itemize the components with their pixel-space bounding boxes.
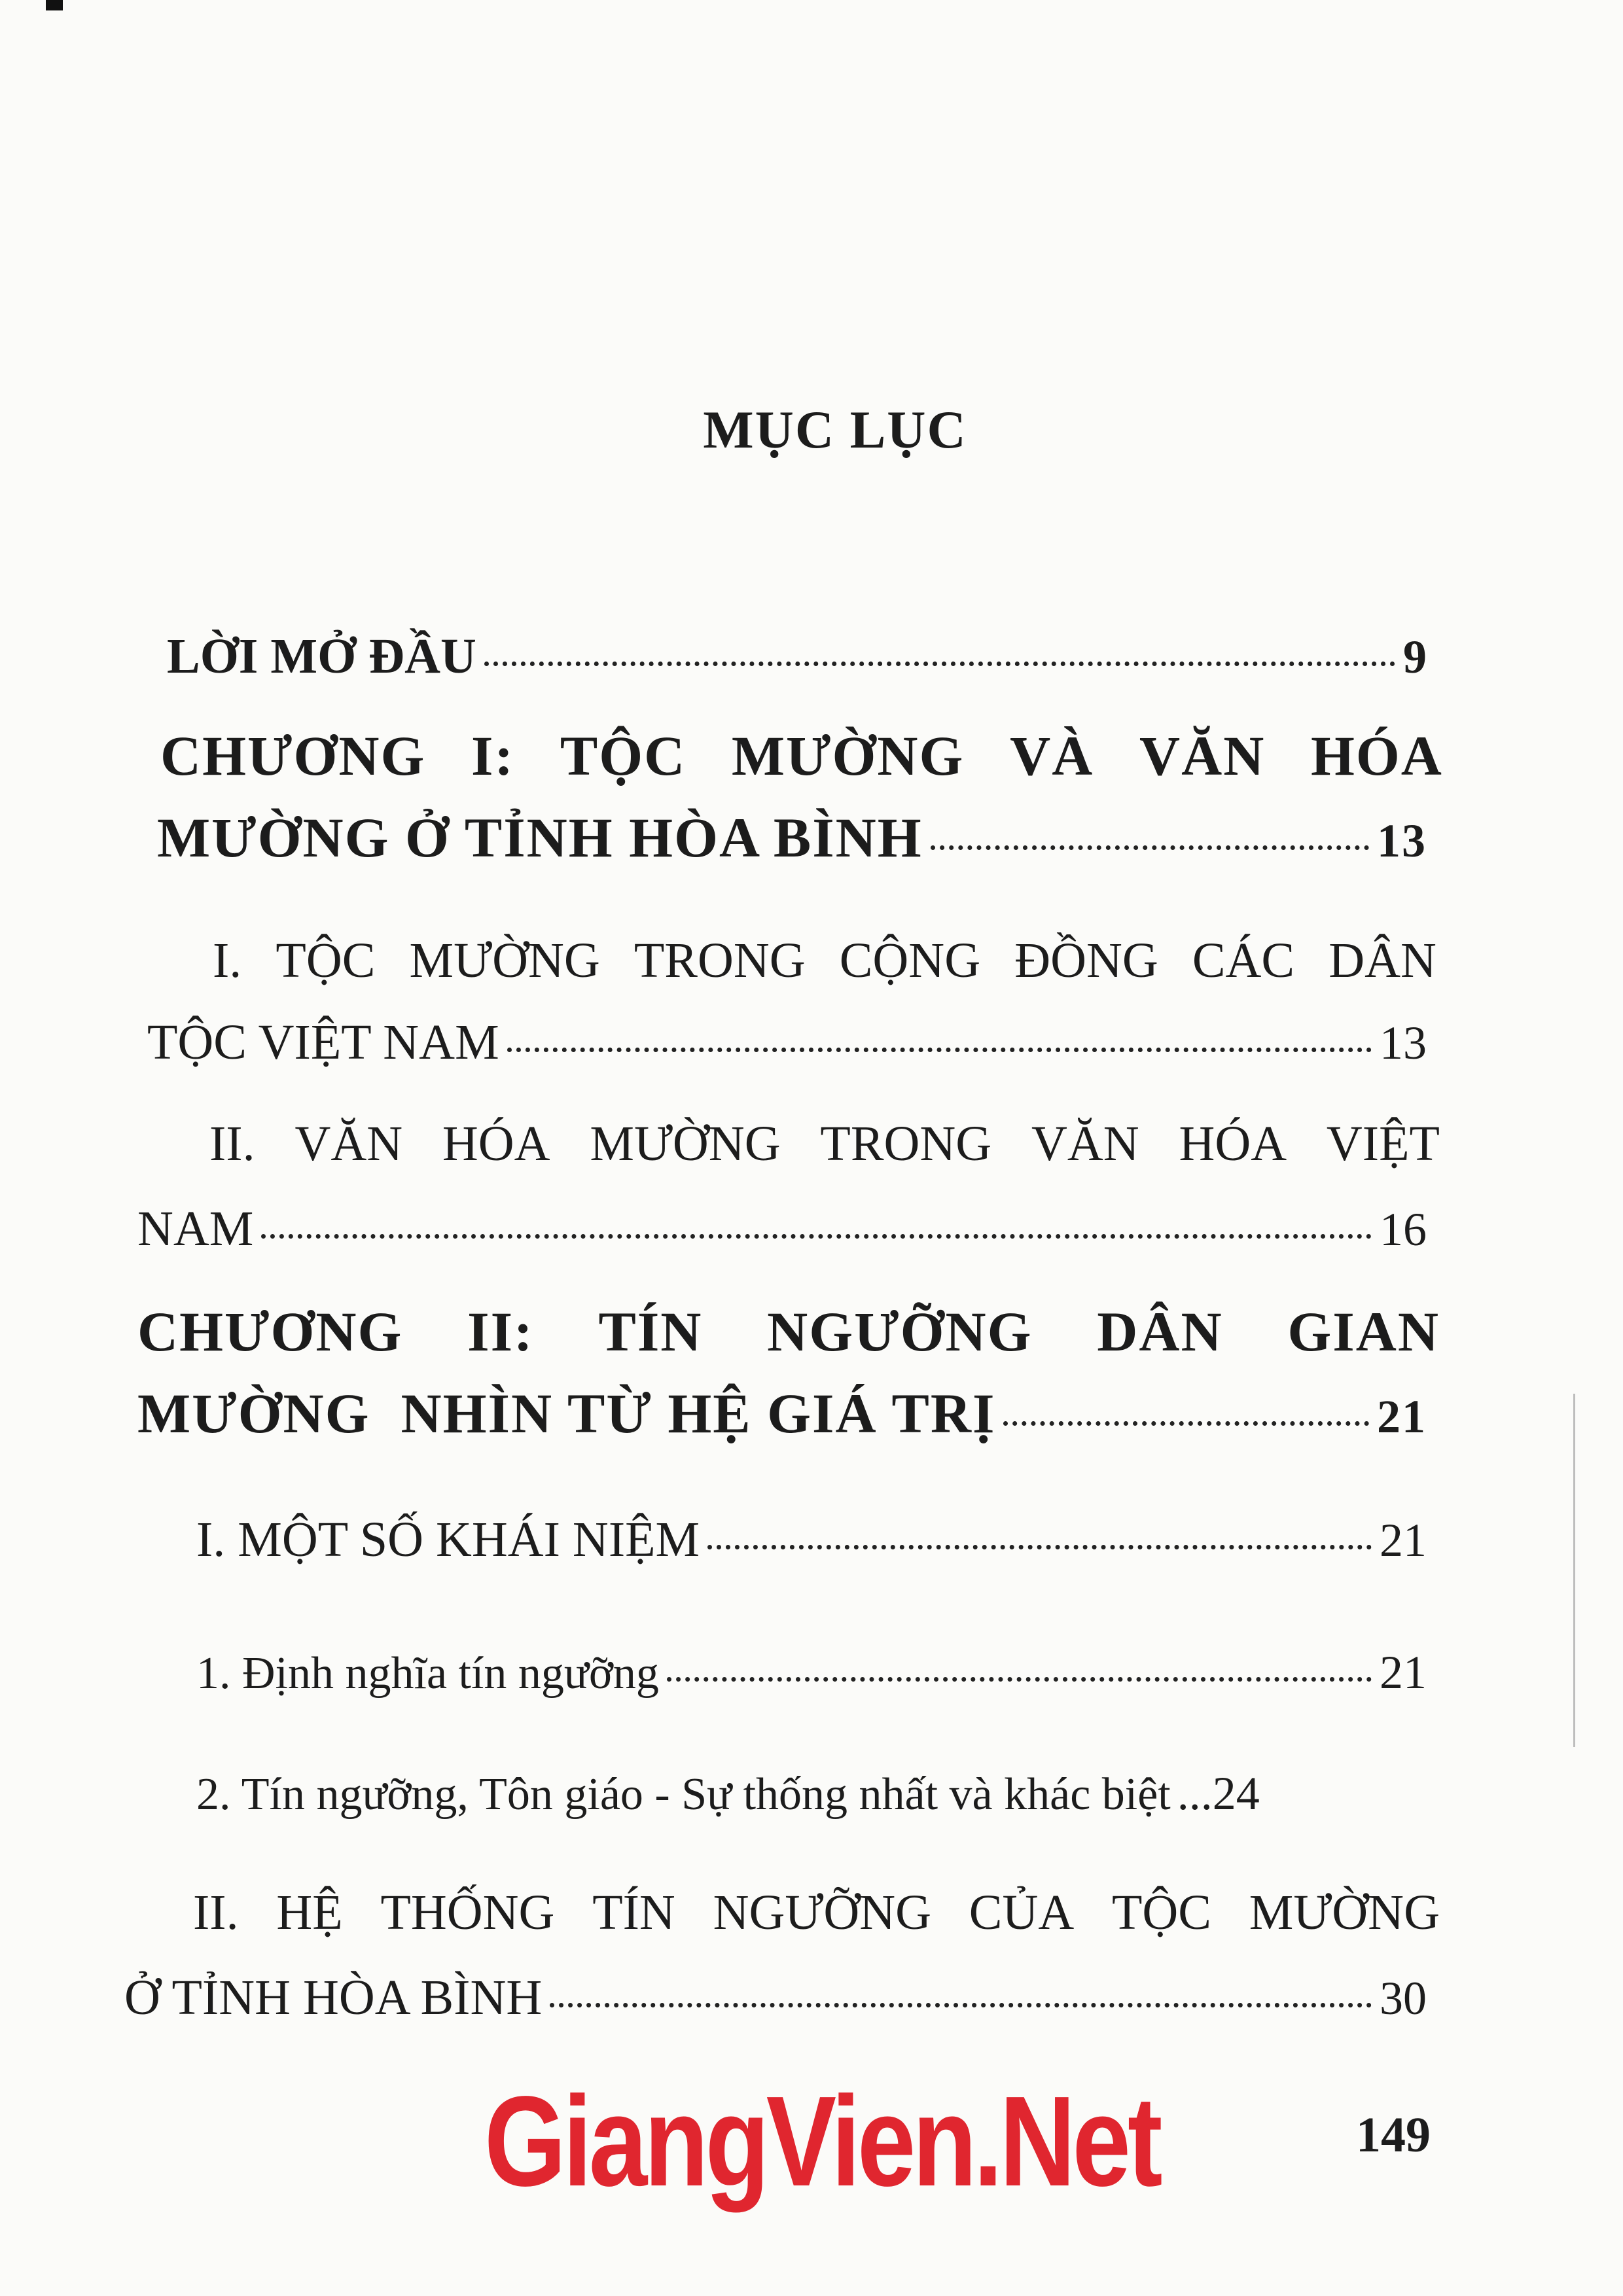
toc-word: CHƯƠNG: [137, 1300, 403, 1363]
toc-word: ĐỒNG: [1014, 933, 1158, 988]
toc-entry-title: LỜI MỞ ĐẦU: [167, 629, 476, 684]
toc-word: CHƯƠNG: [160, 724, 426, 787]
dot-leader: [507, 1048, 1372, 1052]
toc-word: TÍN: [592, 1885, 675, 1940]
toc-word: TRONG: [633, 933, 806, 988]
toc-entry-page: 9: [1403, 631, 1427, 683]
toc-word: MƯỜNG: [1249, 1885, 1440, 1940]
toc-entry-1-line1: [213, 932, 1436, 989]
toc-word: CÁC: [1192, 933, 1295, 988]
dot-leader: [707, 1545, 1372, 1549]
toc-entry-title: TỘC VIỆT NAM: [147, 1015, 499, 1070]
toc-word: II.: [209, 1116, 255, 1171]
toc-word: VIỆT: [1326, 1116, 1440, 1171]
toc-entry-page: 30: [1380, 1972, 1427, 2024]
page-number: 149: [1356, 2108, 1431, 2163]
toc-word: TỘC: [560, 724, 687, 787]
toc-word: TỘC: [1111, 1885, 1211, 1940]
toc-entry-2-line2: [137, 1201, 1427, 1258]
toc-word: NGƯỠNG: [713, 1885, 931, 1940]
toc-entry-title: MƯỜNG Ở TỈNH HÒA BÌNH: [157, 806, 923, 869]
toc-word: VÀ: [1010, 724, 1094, 787]
toc-entry-ii-2-line1: [193, 1884, 1440, 1941]
toc-entry-page: 21: [1380, 1514, 1427, 1566]
toc-entry-loi-mo-dau: [167, 628, 1427, 685]
toc-word: MƯỜNG: [731, 724, 965, 787]
toc-word: HÓA: [442, 1116, 550, 1171]
toc-word: MƯỜNG: [409, 933, 600, 988]
toc-entry-ii-1-1: [196, 1646, 1427, 1700]
toc-entry-title: Ở TỈNH HÒA BÌNH: [124, 1970, 543, 2025]
toc-word: NGƯỠNG: [767, 1300, 1033, 1363]
toc-word: THỐNG: [380, 1885, 555, 1940]
dot-leader: [484, 662, 1395, 666]
toc-entry-title: 1. Định nghĩa tín ngưỡng: [196, 1648, 659, 1699]
toc-entry-chuong-2-line1: [137, 1299, 1440, 1364]
toc-entry-page: 21: [1377, 1390, 1427, 1443]
dot-leader: [261, 1234, 1372, 1239]
toc-entry-title: 2. Tín ngưỡng, Tôn giáo - Sự thống nhất và khác biệt: [196, 1769, 1171, 1820]
toc-word: TỘC: [276, 933, 376, 988]
toc-entry-chuong-1-line2: [157, 805, 1427, 870]
toc-entry-chuong-1-line1: [160, 723, 1443, 788]
dot-leader: [550, 2003, 1372, 2007]
toc-word: VĂN: [294, 1116, 403, 1171]
toc-entry-title: I. MỘT SỐ KHÁI NIỆM: [196, 1512, 700, 1567]
toc-word: VĂN: [1139, 724, 1266, 787]
toc-entry-page: ...24: [1177, 1767, 1260, 1820]
toc-entry-page: 21: [1380, 1646, 1427, 1699]
toc-word: HỆ: [276, 1885, 343, 1940]
toc-word: DÂN: [1097, 1300, 1223, 1363]
scan-edge-line: [1573, 1394, 1575, 1747]
toc-word: I:: [471, 724, 515, 787]
toc-word: GIAN: [1287, 1300, 1440, 1363]
toc-word: VĂN: [1031, 1116, 1139, 1171]
toc-word: TRONG: [820, 1116, 992, 1171]
toc-entry-ii-2-line2: [124, 1969, 1427, 2026]
page-title: MỤC LỤC: [703, 400, 967, 459]
toc-word: I.: [213, 933, 242, 988]
toc-entry-2-line1: [209, 1116, 1440, 1173]
dot-leader: [931, 845, 1369, 850]
toc-entry-ii-1-2: [196, 1767, 1427, 1821]
toc-word: HÓA: [1179, 1116, 1287, 1171]
toc-word: TÍN: [598, 1300, 703, 1363]
toc-entry-page: 13: [1380, 1017, 1427, 1069]
watermark-text: GiangVien.Net: [484, 2070, 1160, 2213]
toc-entry-page: 16: [1380, 1203, 1427, 1256]
toc-word: MƯỜNG: [590, 1116, 781, 1171]
toc-word: HÓA: [1311, 724, 1443, 787]
toc-entry-title: NAM: [137, 1201, 254, 1256]
dot-leader: [1003, 1421, 1369, 1426]
dot-leader: [667, 1677, 1372, 1682]
scan-mark: [46, 0, 63, 10]
toc-entry-1-line2: [147, 1014, 1427, 1071]
toc-entry-ii-1: [196, 1511, 1427, 1568]
toc-word: CỘNG: [839, 933, 981, 988]
toc-word: II:: [467, 1300, 534, 1363]
toc-entry-title: MƯỜNG NHÌN TỪ HỆ GIÁ TRỊ: [137, 1382, 996, 1445]
toc-word: II.: [193, 1885, 239, 1940]
toc-entry-chuong-2-line2: [137, 1381, 1427, 1446]
toc-word: DÂN: [1329, 933, 1436, 988]
toc-word: CỦA: [969, 1885, 1075, 1940]
toc-entry-page: 13: [1377, 815, 1427, 867]
